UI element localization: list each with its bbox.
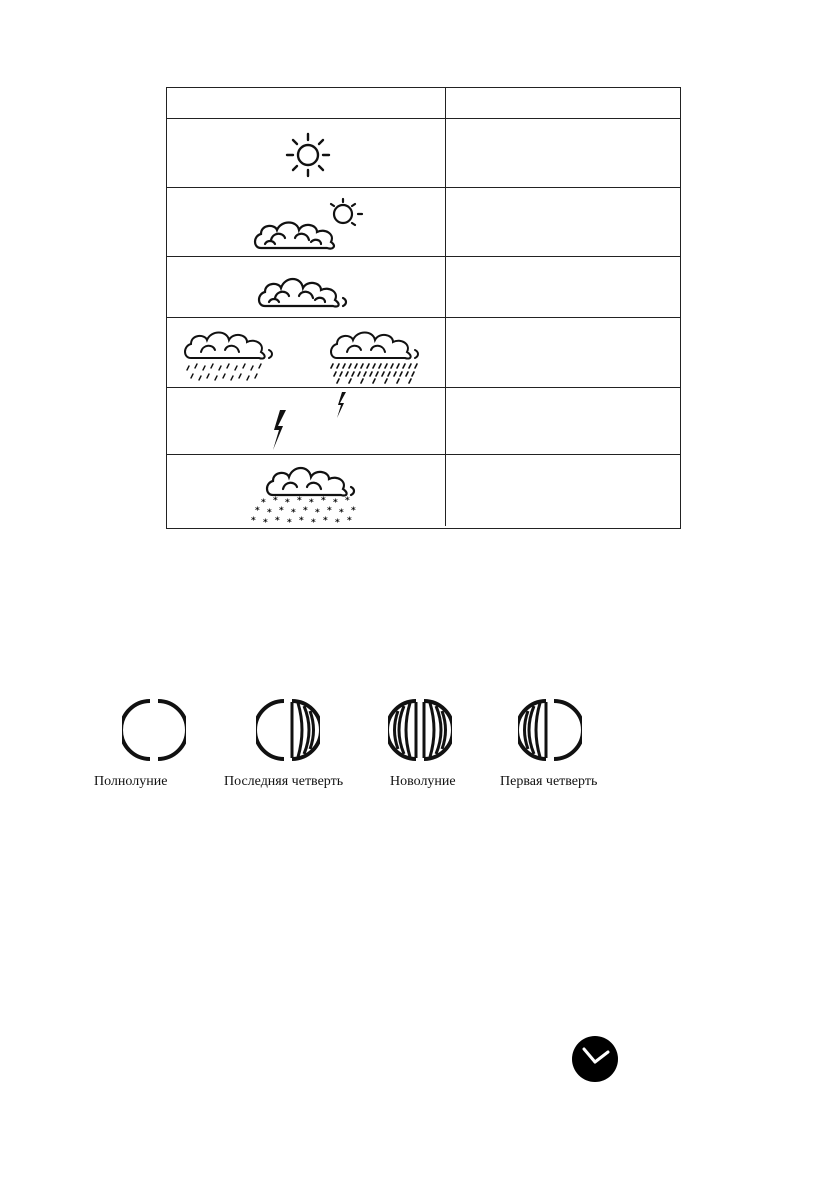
svg-text:*: * [261, 498, 266, 508]
light-rain-icon [183, 328, 281, 384]
moon-phase-label: Новолуние [390, 774, 456, 789]
moon-phase-new [386, 690, 486, 800]
svg-text:*: * [309, 498, 314, 508]
first-quarter-icon [518, 698, 582, 762]
header-description-cell [446, 88, 680, 118]
svg-text:*: * [285, 498, 290, 508]
icon-cell [167, 318, 445, 387]
table-row [167, 318, 680, 388]
svg-text:*: * [347, 516, 352, 526]
svg-text:*: * [287, 518, 292, 528]
svg-text:*: * [299, 516, 304, 526]
description-cell [446, 257, 680, 317]
description-cell [446, 388, 680, 454]
table-row [167, 388, 680, 455]
svg-text:*: * [311, 518, 316, 528]
clock-icon [572, 1036, 618, 1082]
new-moon-icon [388, 698, 452, 762]
table-header-row [167, 88, 680, 119]
svg-text:*: * [327, 506, 332, 516]
header-icon-cell [167, 88, 445, 118]
svg-text:*: * [297, 496, 302, 506]
heavy-rain-icon [329, 328, 429, 384]
table-row [167, 455, 680, 528]
svg-text:*: * [291, 508, 296, 518]
lightning-icon [335, 392, 349, 418]
lightning-icon [270, 410, 290, 450]
cloud-sun-icon [251, 198, 367, 250]
svg-text:*: * [251, 516, 256, 526]
svg-text:*: * [255, 506, 260, 516]
svg-text:*: * [321, 496, 326, 506]
svg-text:*: * [323, 516, 328, 526]
table-row [167, 257, 680, 318]
svg-text:*: * [267, 508, 272, 518]
svg-text:*: * [263, 518, 268, 528]
svg-text:*: * [339, 508, 344, 518]
svg-text:*: * [351, 506, 356, 516]
moon-phase-last-quarter [222, 690, 372, 800]
svg-text:*: * [275, 516, 280, 526]
moon-phase-label: Первая четверть [500, 774, 598, 789]
icon-cell [167, 455, 445, 528]
svg-text:*: * [279, 506, 284, 516]
moon-phase-label: Полнолуние [94, 774, 168, 789]
icon-cell [167, 188, 445, 256]
icon-cell [167, 388, 445, 454]
svg-text:*: * [333, 498, 338, 508]
cloud-icon [257, 268, 355, 308]
weather-icon-table [166, 87, 681, 529]
description-cell [446, 119, 680, 187]
last-quarter-icon [256, 698, 320, 762]
moon-phase-label: Последняя четверть [224, 774, 344, 789]
icon-cell [167, 119, 445, 187]
table-row [167, 119, 680, 188]
svg-text:*: * [303, 506, 308, 516]
moon-phase-full [88, 690, 188, 800]
description-cell [446, 455, 680, 528]
svg-text:*: * [273, 496, 278, 506]
icon-cell [167, 257, 445, 317]
moon-phases [88, 690, 628, 800]
table-row [167, 188, 680, 257]
svg-text:*: * [315, 508, 320, 518]
description-cell [446, 188, 680, 256]
moon-phase-first-quarter [498, 690, 628, 800]
description-cell [446, 318, 680, 387]
snow-icon [249, 463, 365, 528]
svg-text:*: * [345, 496, 350, 506]
svg-text:*: * [335, 518, 340, 528]
full-moon-icon [122, 698, 186, 762]
sun-icon [283, 131, 333, 181]
